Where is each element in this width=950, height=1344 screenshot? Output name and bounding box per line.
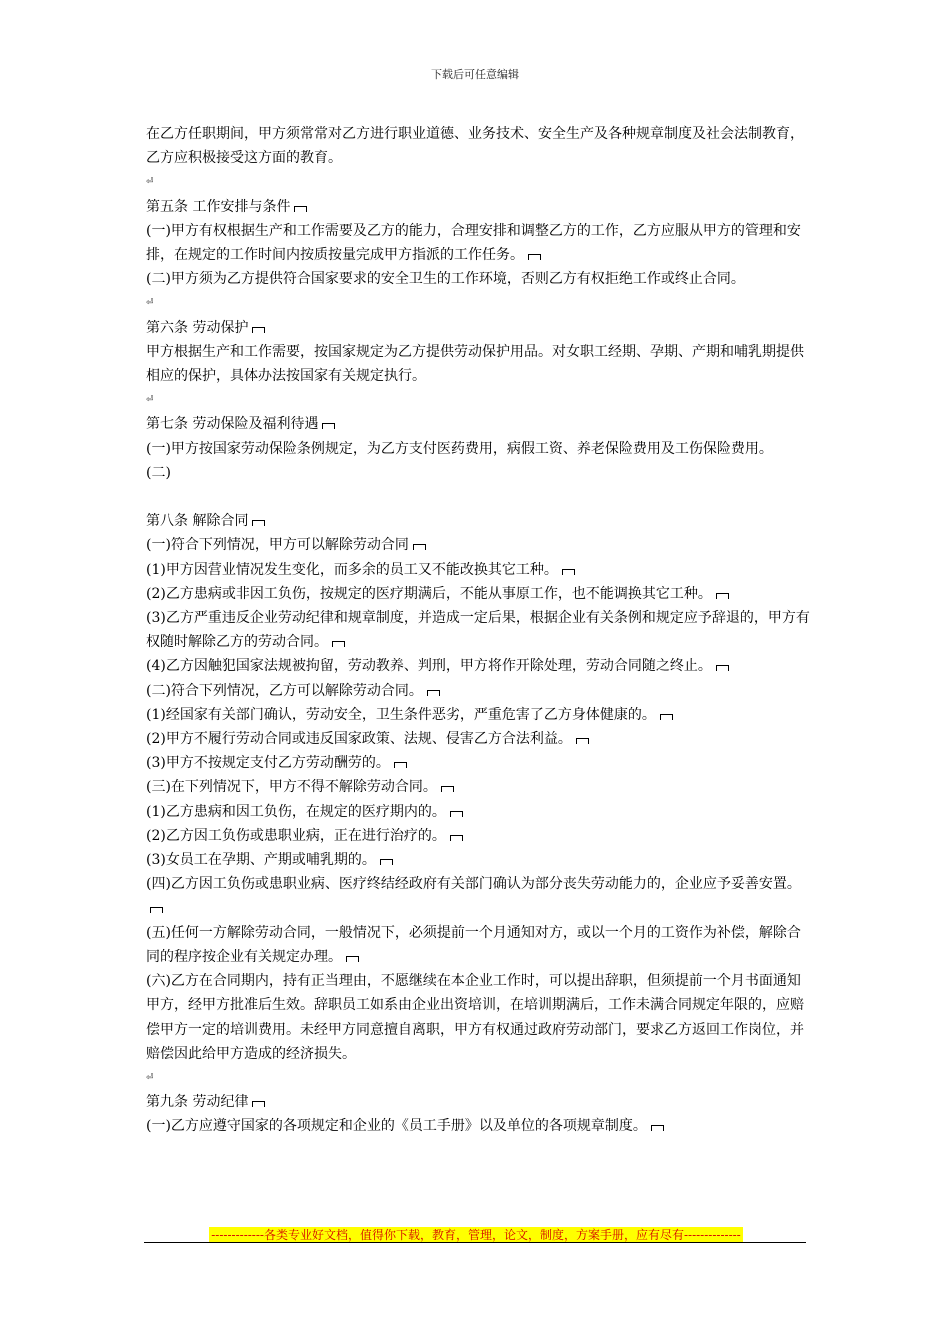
paragraph [146,1090,811,1114]
paragraph-mark-icon [380,859,393,865]
paragraph-mark-icon [413,544,426,550]
paragraph-text: 在乙方任职期间，甲方须常常对乙方进行职业道德、业务技术、安全生产及各种规章制度及社会法制教育，乙方应积极接受这方面的教育。 [146,126,804,167]
footer-rule [144,1242,806,1243]
paragraph-mark-icon [346,956,359,962]
paragraph-text: 第五条 工作安排与条件 [146,198,291,215]
paragraph [146,727,811,751]
paragraph-mark-icon [450,811,463,817]
paragraph [146,316,811,340]
paragraph-mark-icon [562,569,575,575]
paragraph [146,558,811,582]
paragraph-text: (1)经国家有关部门确认，劳动安全，卫生条件恶劣，严重危害了乙方身体健康的。 [146,706,656,723]
paragraph-text: 第六条 劳动保护 [146,319,249,336]
paragraph [146,921,811,969]
paragraph [146,437,811,461]
paragraph-mark-icon [716,665,729,671]
paragraph-mark-icon [576,738,589,744]
paragraph [146,533,811,557]
paragraph [146,195,811,219]
document-body [146,122,811,1139]
paragraph-text: 第八条 解除合同 [146,513,249,530]
paragraph [146,606,811,654]
paragraph [146,582,811,606]
paragraph-text: (三)在下列情况下，甲方不得不解除劳动合同。 [146,779,437,796]
paragraph-mark-icon [427,690,440,696]
paragraph [146,872,811,920]
paragraph [146,775,811,799]
paragraph-text: (一)乙方应遵守国家的各项规定和企业的《员工手册》以及单位的各项规章制度。 [146,1118,647,1135]
paragraph-mark-icon [716,593,729,599]
paragraph [146,219,811,267]
paragraph-mark-icon [528,254,541,260]
paragraph-text: (五)任何一方解除劳动合同，一般情况下，必须提前一个月通知对方，或以一个月的工资作为补偿，解除合同的程序按企业有关规定办理。 [146,924,801,965]
paragraph-mark-icon [450,835,463,841]
paragraph [146,679,811,703]
paragraph-text: (二) [146,464,171,481]
paragraph-text: (4)乙方因触犯国家法规被拘留，劳动教养、判刑，甲方将作开除处理，劳动合同随之终止。 [146,658,712,675]
paragraph [146,267,811,291]
paragraph-mark-icon [150,907,163,913]
paragraph-mark-icon [332,641,345,647]
paragraph [146,340,811,388]
paragraph-text: (3)女员工在孕期、产期或哺乳期的。 [146,852,376,869]
paragraph-mark-icon [252,327,265,333]
paragraph-mark-icon [294,206,307,212]
paragraph [146,751,811,775]
paragraph-text: (六)乙方在合同期内，持有正当理由，不愿继续在本企业工作时，可以提出辞职，但须提前一个月书面通知甲方，经甲方批准后生效。辞职员工如系由企业出资培训，在培训期满后，工作未满合同规定年限的，应赔偿甲方一定的培训费用。未经甲方同意擅自离职，甲方有权通过政府劳动部门，要求乙方返回工作岗位，并赔偿因此给甲方造成的经济损失。 [146,973,804,1062]
paragraph-text: (四)乙方因工负伤或患职业病、医疗终结经政府有关部门确认为部分丧失劳动能力的，企业应予妥善安置。 [146,876,801,893]
paragraph-mark-icon [651,1125,664,1131]
paragraph-text: (一)甲方按国家劳动保险条例规定，为乙方支付医药费用，病假工资、养老保险费用及工伤保险费用。 [146,440,773,457]
paragraph-mark-icon [660,714,673,720]
footer-text: -------------各类专业好文档，值得你下载，教育，管理，论文，制度，方案手册，应有尽有-------------- [211,1228,741,1242]
paragraph-text: (3)乙方严重违反企业劳动纪律和规章制度，并造成一定后果，根据企业有关条例和规定应予辞退的，甲方有权随时解除乙方的劳动合同。 [146,610,810,651]
paragraph-mark-icon [252,520,265,526]
paragraph [146,703,811,727]
paragraph-text: 第九条 劳动纪律 [146,1094,249,1111]
paragraph-text: (1)甲方因营业情况发生变化，而多余的员工又不能改换其它工种。 [146,561,558,578]
paragraph-text: 第七条 劳动保险及福利待遇 [146,416,319,433]
blank-line [146,485,811,509]
paragraph-break-mark: ⏎ [146,177,154,188]
paragraph [146,461,811,485]
paragraph-break-mark: ⏎ [146,298,154,309]
paragraph [146,654,811,678]
paragraph-mark-icon [441,786,454,792]
paragraph-mark-icon [252,1101,265,1107]
paragraph [146,969,811,1066]
paragraph-text: (二)符合下列情况，乙方可以解除劳动合同。 [146,682,423,699]
paragraph-text: (1)乙方患病和因工负伤，在规定的医疗期内的。 [146,803,446,820]
paragraph [146,122,811,170]
paragraph-text: (2)乙方患病或非因工负伤，按规定的医疗期满后，不能从事原工作，也不能调换其它工种。 [146,585,712,602]
paragraph-text: (一)符合下列情况，甲方可以解除劳动合同 [146,537,409,554]
paragraph-text: 甲方根据生产和工作需要，按国家规定为乙方提供劳动保护用品。对女职工经期、孕期、产期和哺乳期提供相应的保护，具体办法按国家有关规定执行。 [146,343,804,385]
paragraph-break-mark: ⏎ [146,395,154,406]
paragraph-text: (一)甲方有权根据生产和工作需要及乙方的能力，合理安排和调整乙方的工作，乙方应服从甲方的管理和安排，在规定的工作时间内按质按量完成甲方指派的工作任务。 [146,222,801,264]
paragraph [146,509,811,533]
paragraph [146,1114,811,1138]
paragraph-mark-icon [394,762,407,768]
paragraph [146,824,811,848]
paragraph-text: (二)甲方须为乙方提供符合国家要求的安全卫生的工作环境，否则乙方有权拒绝工作或终止合同。 [146,271,745,288]
paragraph [146,848,811,872]
paragraph-text: (3)甲方不按规定支付乙方劳动酬劳的。 [146,755,390,772]
footer-banner [146,1224,806,1243]
paragraph-text: (2)乙方因工负伤或患职业病，正在进行治疗的。 [146,827,446,844]
paragraph [146,800,811,824]
paragraph [146,412,811,436]
paragraph-text: (2)甲方不履行劳动合同或违反国家政策、法规、侵害乙方合法利益。 [146,731,572,748]
page-header: 下载后可任意编辑 [431,68,519,81]
paragraph-break-mark: ⏎ [146,1072,154,1083]
paragraph-mark-icon [322,423,335,429]
